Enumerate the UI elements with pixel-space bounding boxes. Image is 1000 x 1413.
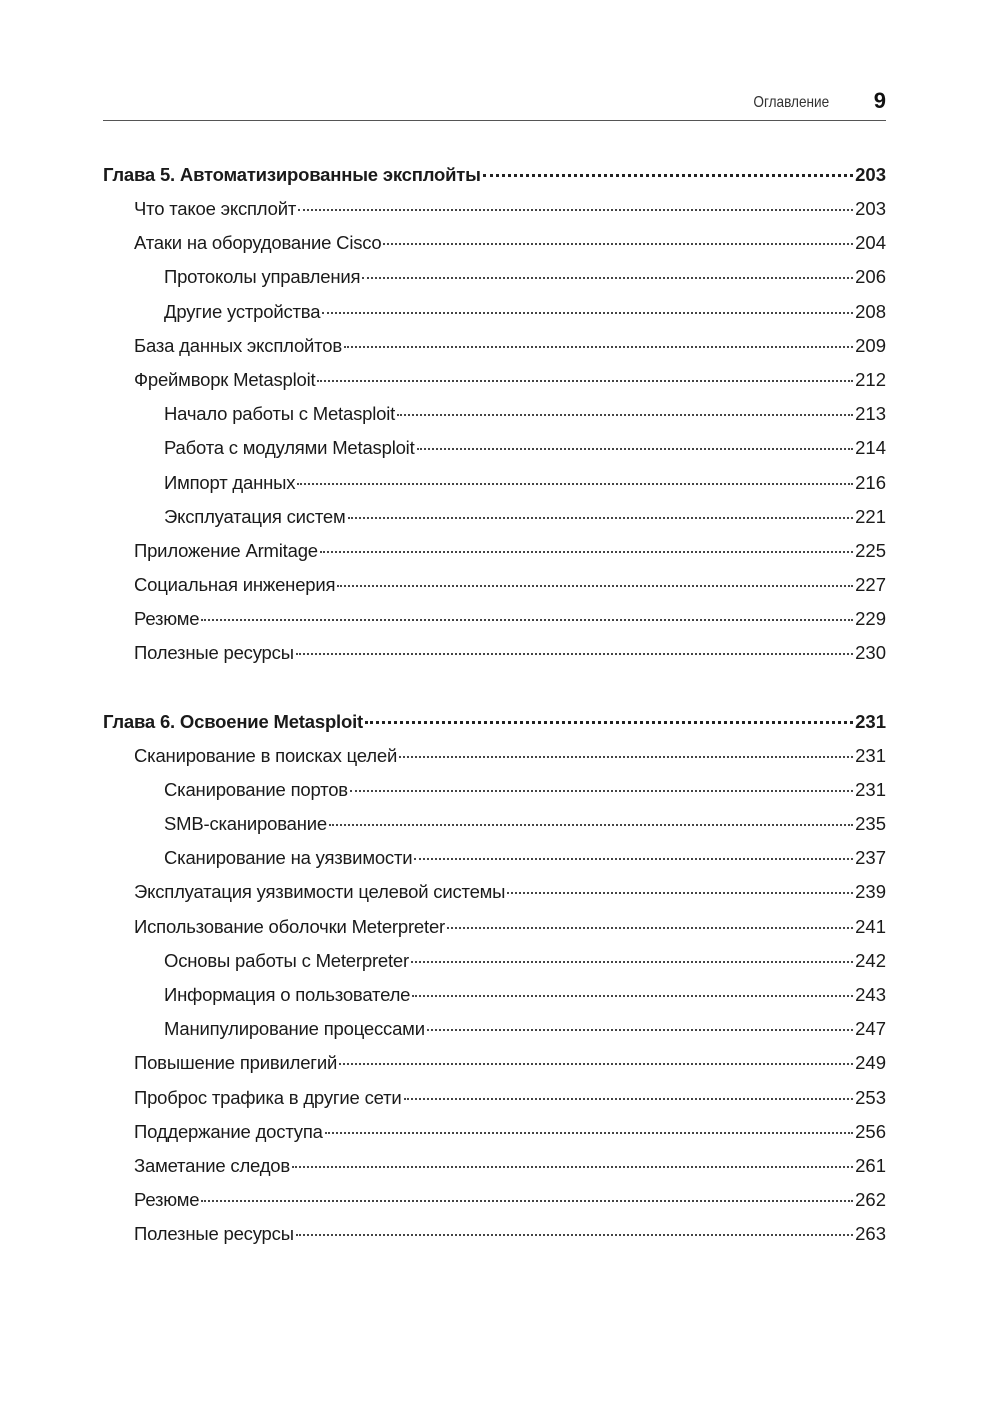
toc-entry-title: Приложение Armitage — [134, 539, 318, 561]
toc-entry-page: 230 — [855, 642, 886, 664]
toc-entry[interactable] — [103, 739, 886, 773]
toc-entry-title: Резюме — [134, 1189, 200, 1211]
toc-entry-title: Сканирование портов — [164, 778, 348, 800]
toc-entry[interactable] — [103, 978, 886, 1012]
toc-entry-page: 221 — [855, 505, 886, 527]
toc-entry-title: Эксплуатация уязвимости целевой системы — [134, 881, 506, 903]
toc-entry[interactable] — [103, 363, 886, 397]
toc-entry-title: Атаки на оборудование Cisco — [134, 232, 382, 254]
toc-entry[interactable] — [103, 875, 886, 909]
toc-entry[interactable] — [103, 773, 886, 807]
toc-entry-page: 209 — [855, 334, 886, 356]
toc-entry[interactable] — [103, 466, 886, 500]
toc-entry-title: Заметание следов — [134, 1154, 291, 1176]
dot-leader — [414, 857, 853, 860]
toc-entry-title: Резюме — [134, 608, 200, 630]
dot-leader — [427, 1028, 853, 1031]
toc-chapter-heading[interactable] — [103, 705, 886, 739]
chapter-section — [103, 705, 886, 1252]
toc-entry-page: 203 — [855, 198, 886, 219]
dot-leader — [383, 242, 853, 245]
toc-entry[interactable] — [103, 431, 886, 465]
toc-entry-title: Фреймворк Metasploit — [134, 368, 316, 390]
toc-entry-page: 239 — [855, 881, 886, 903]
toc-entry-page: 214 — [855, 437, 886, 459]
toc-entry-page: 231 — [855, 744, 886, 766]
toc-entry-title: База данных эксплойтов — [134, 334, 342, 356]
dot-leader — [292, 1165, 853, 1168]
toc-entry-title: Глава 6. Освоение Metasploit — [103, 710, 363, 732]
dot-leader — [362, 276, 853, 279]
dot-leader — [348, 516, 854, 519]
toc-entry[interactable] — [103, 397, 886, 431]
dot-leader — [317, 379, 853, 382]
toc-entry-page: 261 — [855, 1154, 886, 1176]
dot-leader — [350, 789, 853, 792]
toc-entry-page: 241 — [855, 915, 886, 937]
toc-entry-page: 213 — [855, 403, 886, 425]
dot-leader — [337, 584, 853, 587]
dot-leader — [296, 1233, 853, 1236]
dot-leader — [201, 1199, 853, 1202]
dot-leader — [296, 652, 853, 655]
toc-entry-title: Что такое эксплойт — [134, 198, 297, 219]
table-of-contents — [103, 158, 886, 1285]
toc-entry-page: 249 — [855, 1052, 886, 1074]
toc-entry-page: 231 — [855, 778, 886, 800]
toc-entry-page: 256 — [855, 1120, 886, 1142]
toc-entry-page: 231 — [855, 710, 886, 732]
toc-entry-title: Протоколы управления — [164, 266, 361, 288]
toc-entry-title: Импорт данных — [164, 471, 296, 493]
toc-entry-page: 262 — [855, 1189, 886, 1211]
toc-entry[interactable] — [103, 910, 886, 944]
toc-entry-page: 237 — [855, 847, 886, 869]
toc-entry[interactable] — [103, 500, 886, 534]
dot-leader — [411, 960, 853, 963]
toc-entry[interactable] — [103, 329, 886, 363]
toc-entry-page: 203 — [855, 164, 886, 185]
dot-leader — [412, 994, 853, 997]
toc-entry-page: 225 — [855, 539, 886, 561]
dot-leader — [397, 413, 853, 416]
toc-entry-title: Проброс трафика в другие сети — [134, 1086, 402, 1108]
dot-leader — [325, 1131, 853, 1134]
toc-entry-page: 212 — [855, 368, 886, 390]
dot-leader — [297, 482, 853, 485]
toc-entry-title: Сканирование на уязвимости — [164, 847, 413, 869]
dot-leader — [404, 1097, 854, 1100]
toc-entry-page: 216 — [855, 471, 886, 493]
toc-entry-title: Другие устройства — [164, 300, 321, 322]
dot-leader — [329, 823, 853, 826]
dot-leader — [507, 891, 853, 894]
toc-entry[interactable] — [103, 1183, 886, 1217]
toc-entry-title: SMB-сканирование — [164, 813, 327, 834]
toc-entry-page: 208 — [855, 300, 886, 322]
toc-entry-page: 235 — [855, 813, 886, 834]
toc-entry-title: Эксплуатация систем — [164, 505, 346, 527]
toc-entry[interactable] — [103, 295, 886, 329]
dot-leader — [339, 1062, 853, 1065]
toc-entry-title: Полезные ресурсы — [134, 1223, 294, 1245]
toc-entry[interactable] — [103, 807, 886, 841]
toc-entry[interactable] — [103, 260, 886, 294]
chapter-section — [103, 158, 886, 671]
dot-leader — [201, 618, 853, 621]
toc-entry-page: 206 — [855, 266, 886, 288]
toc-entry-page: 243 — [855, 983, 886, 1005]
toc-entry-title: Информация о пользователе — [164, 983, 411, 1005]
toc-entry[interactable] — [103, 534, 886, 568]
toc-entry-title: Социальная инженерия — [134, 574, 336, 596]
toc-entry-page: 242 — [855, 949, 886, 971]
toc-entry-title: Использование оболочки Meterpreter — [134, 915, 446, 937]
dot-leader — [344, 345, 853, 348]
toc-entry-title: Начало работы с Metasploit — [164, 403, 396, 425]
toc-entry-page: 229 — [855, 608, 886, 630]
dot-leader — [399, 755, 853, 758]
toc-entry-title: Полезные ресурсы — [134, 642, 294, 664]
dot-leader — [322, 311, 853, 314]
toc-entry[interactable] — [103, 944, 886, 978]
toc-entry[interactable] — [103, 226, 886, 260]
dot-leader — [447, 926, 853, 929]
toc-entry[interactable] — [103, 192, 886, 226]
dot-leader — [417, 447, 854, 450]
toc-entry[interactable] — [103, 1012, 886, 1046]
running-header — [103, 88, 886, 121]
toc-entry-page: 247 — [855, 1018, 886, 1040]
toc-entry[interactable] — [103, 568, 886, 602]
toc-entry-page: 204 — [855, 232, 886, 254]
page-number: 9 — [873, 88, 886, 113]
toc-entry-title: Глава 5. Автоматизированные эксплойты — [103, 164, 481, 185]
toc-entry-title: Повышение привилегий — [134, 1052, 338, 1074]
toc-entry-title: Работа с модулями Metasploit — [164, 437, 415, 459]
toc-entry-page: 253 — [855, 1086, 886, 1108]
running-header-title: Оглавление — [753, 94, 829, 111]
toc-entry-title: Сканирование в поисках целей — [134, 744, 398, 766]
toc-entry[interactable] — [103, 1217, 886, 1251]
dot-leader — [320, 550, 853, 553]
dot-leader — [483, 173, 853, 177]
toc-entry[interactable] — [103, 602, 886, 636]
toc-entry[interactable] — [103, 636, 886, 670]
toc-entry-page: 263 — [855, 1223, 886, 1245]
toc-entry[interactable] — [103, 1081, 886, 1115]
toc-entry[interactable] — [103, 841, 886, 875]
toc-chapter-heading[interactable] — [103, 158, 886, 192]
dot-leader — [298, 208, 853, 211]
toc-entry-title: Поддержание доступа — [134, 1120, 323, 1142]
toc-entry[interactable] — [103, 1149, 886, 1183]
toc-entry-title: Манипулирование процессами — [164, 1018, 425, 1040]
toc-entry-title: Основы работы с Meterpreter — [164, 949, 409, 971]
toc-entry[interactable] — [103, 1046, 886, 1080]
toc-entry[interactable] — [103, 1115, 886, 1149]
dot-leader — [365, 720, 853, 724]
toc-entry-page: 227 — [855, 574, 886, 596]
